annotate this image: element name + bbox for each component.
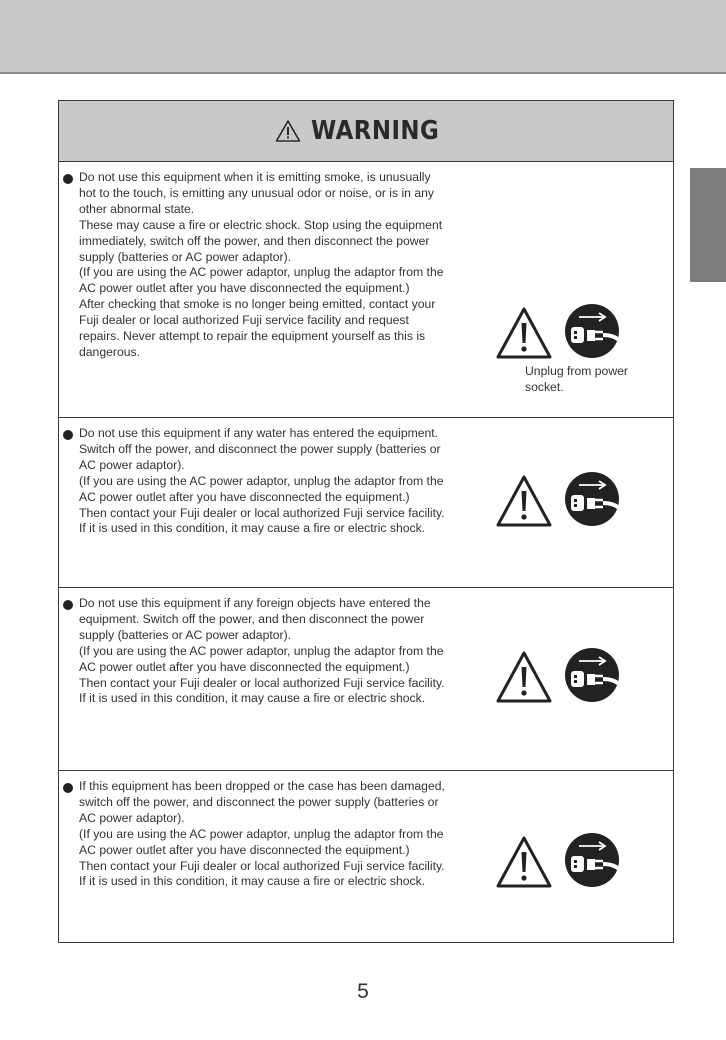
bullet-icon	[63, 430, 73, 440]
paragraph: Do not use this equipment if any foreign objects have entered the equipment. Switch off the power, and then disconnect the power supply (batteries or AC power adaptor).	[79, 596, 431, 642]
icon-group	[495, 302, 627, 360]
page-number: 5	[357, 980, 369, 1003]
bullet-icon	[63, 174, 73, 184]
section-text	[79, 596, 449, 707]
paragraph: Then contact your Fuji dealer or local authorized Fuji service facility. If it is used in this condition, it may cause a fire or electric shock.	[79, 675, 445, 706]
warning-header	[59, 101, 673, 162]
bullet-icon	[63, 783, 73, 793]
bullet-icon	[63, 600, 73, 610]
paragraph: If this equipment has been dropped or the case has been damaged, switch off the power, and disconnect the power supply (batteries or AC power adaptor).	[79, 779, 445, 825]
paragraph: (If you are using the AC power adaptor, unplug the adaptor from the AC power outlet after you have disconnected the equipment.)	[79, 826, 444, 857]
paragraph: (If you are using the AC power adaptor, unplug the adaptor from the AC power outlet after you have disconnected the equipment.)	[79, 643, 444, 674]
paragraph: Do not use this equipment when it is emitting smoke, is unusually hot to the touch, is emitting any unusual odor or noise, or is in any other abnormal state.	[79, 170, 434, 216]
chapter-tab	[690, 168, 726, 282]
unplug-icon	[563, 646, 623, 704]
warning-section	[59, 771, 673, 942]
paragraph: After checking that smoke is no longer being emitted, contact your Fuji dealer or local authorized Fuji service facility and request repairs. Never attempt to repair the equipment yourself as this is dangerous.	[79, 297, 436, 359]
unplug-icon	[563, 831, 623, 889]
warning-box	[58, 100, 674, 943]
paragraph: Do not use this equipment if any water has entered the equipment. Switch off the power, and disconnect the power supply (batteries or AC power adaptor).	[79, 426, 441, 472]
icon-group	[495, 646, 627, 704]
warning-section	[59, 418, 673, 588]
paragraph: (If you are using the AC power adaptor, unplug the adaptor from the AC power outlet after you have disconnected the equipment.)	[79, 265, 444, 296]
paragraph: Then contact your Fuji dealer or local authorized Fuji service facility. If it is used in this condition, it may cause a fire or electric shock.	[79, 858, 445, 889]
section-text	[79, 426, 449, 537]
section-text	[79, 170, 449, 361]
warning-triangle-icon	[275, 119, 301, 143]
warning-title: WARNING	[311, 116, 440, 146]
paragraph: These may cause a fire or electric shock. Stop using the equipment immediately, switch off the power, and then disconnect the power supply (batteries or AC power adaptor).	[79, 217, 443, 264]
unplug-icon	[563, 470, 623, 528]
caution-triangle-icon	[495, 306, 553, 360]
section-text	[79, 779, 449, 890]
header-band	[0, 0, 726, 74]
icon-group	[495, 470, 627, 528]
warning-section	[59, 588, 673, 771]
icon-group	[495, 831, 627, 889]
caution-triangle-icon	[495, 835, 553, 889]
warning-section	[59, 162, 673, 418]
paragraph: (If you are using the AC power adaptor, unplug the adaptor from the AC power outlet after you have disconnected the equipment.)	[79, 473, 444, 504]
paragraph: Then contact your Fuji dealer or local authorized Fuji service facility. If it is used in this condition, it may cause a fire or electric shock.	[79, 505, 445, 536]
unplug-caption: Unplug from power socket.	[525, 364, 628, 394]
caution-triangle-icon	[495, 650, 553, 704]
unplug-icon	[563, 302, 623, 360]
caution-triangle-icon	[495, 474, 553, 528]
